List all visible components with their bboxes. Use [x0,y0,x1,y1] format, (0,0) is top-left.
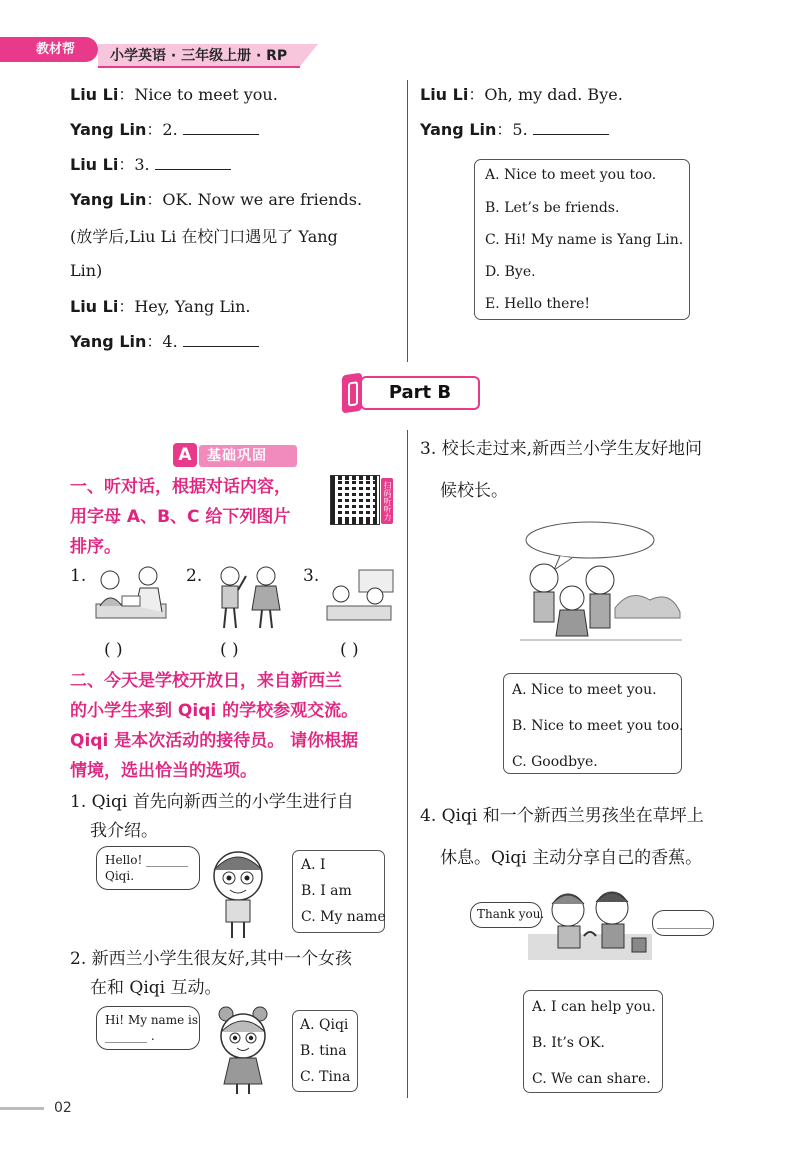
option-c[interactable]: C. We can share. [532,1071,651,1087]
header-tag: 教材帮 [0,37,98,62]
part-b-icon [342,373,362,414]
speech-bubble [96,846,200,890]
answer-parens[interactable]: ( ) [220,640,239,660]
qr-code-icon[interactable] [330,475,380,525]
banana-sharing-picture [528,884,652,962]
scenario-4-text: 4. Qiqi 和一个新西兰男孩坐在草坪上 [420,806,704,826]
answer-parens[interactable]: ( ) [340,640,359,660]
boy-cartoon [200,848,284,940]
q2-instruction-line: Qiqi 是本次活动的接待员。 请你根据 [70,731,359,751]
option-a[interactable]: A. Nice to meet you too. [485,167,657,183]
options-box [523,990,663,1093]
answer-blank[interactable] [533,121,609,135]
scenario-1-text-cont: 我介绍。 [90,821,158,841]
option-c[interactable]: C. Tina [300,1069,351,1085]
options-box [292,1010,358,1092]
option-c[interactable]: C. Goodbye. [512,754,598,770]
option-a[interactable]: A. I can help you. [532,999,656,1015]
dialogue-line: Yang Lin：2. [70,120,259,140]
option-a[interactable]: A. I [301,857,326,873]
header-underline [98,66,300,68]
listening-picture-3 [323,566,395,628]
section-a-label: 基础巩固 [199,445,297,467]
bubble-text: _______ . [105,1029,155,1043]
dialogue-line: Liu Li：Nice to meet you. [70,85,278,104]
dialogue-line: Liu Li：Hey, Yang Lin. [70,297,251,316]
page-footer-bar [0,1107,44,1110]
bubble-text: _________ [657,915,711,929]
scene-note-cont: Lin) [70,261,103,280]
options-box [503,673,682,774]
qr-label: 扫码听听力 [381,478,393,524]
q1-instruction-line: 排序。 [70,537,121,557]
bubble-text: Hi! My name is [105,1013,198,1027]
bottom-column-divider [407,430,408,1098]
speech-bubble-blank[interactable] [652,910,714,936]
scenario-3-text: 3. 校长走过来,新西兰小学生友好地问 [420,439,703,459]
options-box [474,159,690,320]
picture-number: 2. [186,566,203,586]
option-c[interactable]: C. Hi! My name is Yang Lin. [485,232,684,248]
part-b-title: Part B [360,376,480,410]
listening-picture-1 [92,562,172,632]
scenario-4-text-cont: 休息。Qiqi 主动分享自己的香蕉。 [440,848,703,868]
picture-number: 1. [70,566,87,586]
option-c[interactable]: C. My name [301,909,386,925]
listening-picture-2 [208,562,288,634]
scenario-3-text-cont: 候校长。 [440,481,508,501]
section-a-badge: A [173,443,197,467]
option-b[interactable]: B. It’s OK. [532,1035,605,1051]
option-b[interactable]: B. Let’s be friends. [485,200,620,216]
dialogue-line: Yang Lin：OK. Now we are friends. [70,190,363,209]
option-b[interactable]: B. I am [301,883,352,899]
scene-note: (放学后,Liu Li 在校门口遇见了 Yang [70,227,338,246]
scenario-2-text: 2. 新西兰小学生很友好,其中一个女孩 [70,949,353,969]
bubble-text: Hello! _______ [105,853,189,867]
answer-parens[interactable]: ( ) [104,640,123,660]
bubble-text: Qiqi. [105,869,135,883]
page-number: 02 [54,1100,72,1116]
scenario-1-text: 1. Qiqi 首先向新西兰的小学生进行自 [70,792,354,812]
speech-bubble [96,1006,200,1050]
answer-blank[interactable] [183,333,259,347]
option-e[interactable]: E. Hello there! [485,296,590,312]
girl-cartoon [204,1004,284,1096]
q2-instruction-line: 的小学生来到 Qiqi 的学校参观交流。 [70,701,359,721]
dialogue-line: Liu Li：Oh, my dad. Bye. [420,85,623,104]
scenario-2-text-cont: 在和 Qiqi 互动。 [90,978,222,998]
options-box [292,850,385,933]
top-column-divider [407,80,408,362]
answer-blank[interactable] [183,121,259,135]
bubble-text: Thank you. [477,907,545,921]
q1-instruction-line: 用字母 A、B、C 给下列图片 [70,507,291,527]
principal-greeting-picture [520,518,682,646]
q2-instruction-line: 二、今天是学校开放日，来自新西兰 [70,671,342,691]
option-d[interactable]: D. Bye. [485,264,536,280]
option-b[interactable]: B. tina [300,1043,347,1059]
q1-instruction-line: 一、听对话，根据对话内容， [70,477,291,497]
q2-instruction-line: 情境，选出恰当的选项。 [70,761,257,781]
dialogue-line: Yang Lin：5. [420,120,609,140]
dialogue-line: Liu Li：3. [70,155,231,175]
header-title: 小学英语 · 三年级上册 · RP [110,48,288,64]
option-b[interactable]: B. Nice to meet you too. [512,718,684,734]
option-a[interactable]: A. Nice to meet you. [512,682,657,698]
dialogue-line: Yang Lin：4. [70,332,259,352]
picture-number: 3. [303,566,320,586]
answer-blank[interactable] [155,156,231,170]
option-a[interactable]: A. Qiqi [300,1017,349,1033]
